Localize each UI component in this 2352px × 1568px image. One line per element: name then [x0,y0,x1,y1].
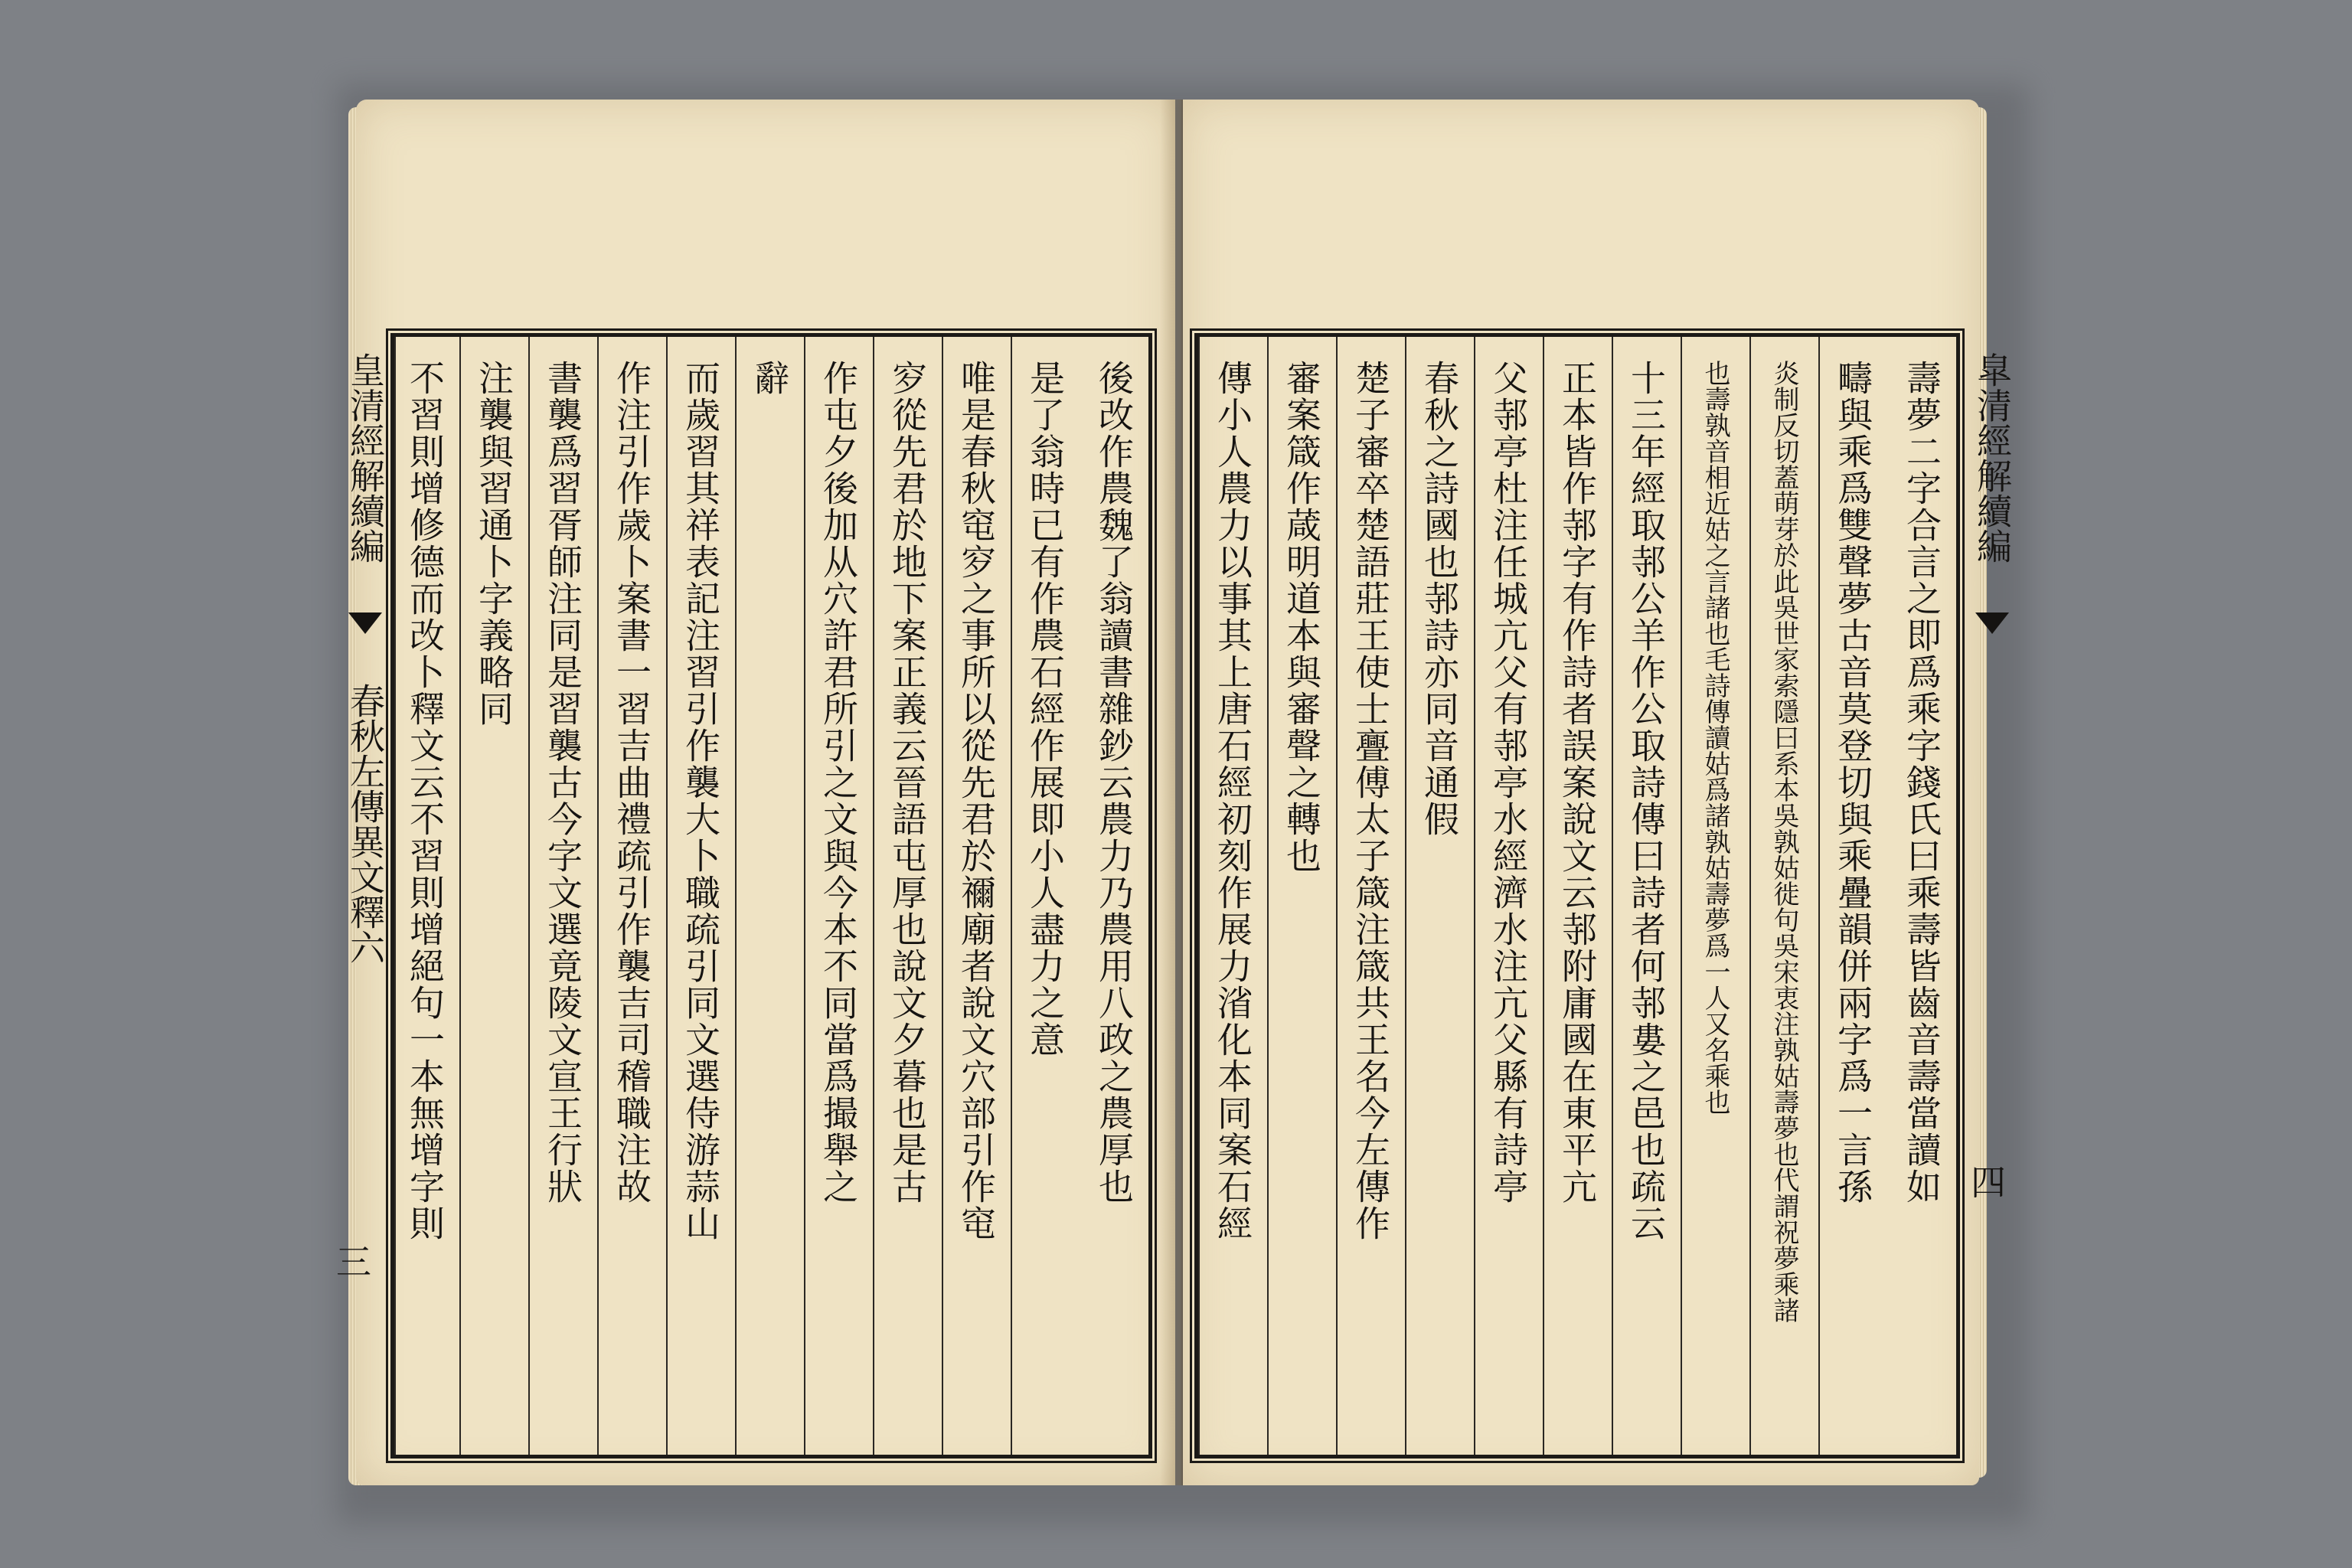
text-column: 作屯夕後加从穴許君所引之文與今本不同當爲撮舉之 [804,337,873,1455]
right-spine-margin [1956,337,2017,1455]
left-page [331,100,1175,1485]
right-print-block [1194,333,2013,1459]
text-column: 正本皆作邿字有作詩者誤案說文云邿附庸國在東平亢 [1543,337,1612,1455]
text-column: 父邿亭杜注任城亢父有邿亭水經濟水注亢父縣有詩亭 [1474,337,1543,1455]
text-column: 壽夢二字合言之即爲乘字錢氏曰乘壽皆齒音壽當讀如 [1901,360,1942,1205]
text-column: 穸從先君於地下案正義云晉語屯厚也說文夕暮也是古 [873,337,942,1455]
right-page-number: 四 [1965,1164,2007,1199]
text-column: 炎制反切蓋萌芽於此吳世家索隱曰系本吳孰姑徙句吳宋衷注孰姑壽夢也代謂祝夢乘諸 [1749,337,1818,1455]
fish-tail-mark-icon [1975,612,2009,634]
text-column: 而歲習其祥表記注習引作襲大卜職疏引同文選侍游蒜山 [666,337,735,1455]
text-column: 十三年經取邿公羊作公取詩傳曰詩者何邿婁之邑也疏云 [1612,337,1681,1455]
text-column: 不習則增修德而改卜釋文云不習則增絕句一本無增字則 [394,337,459,1455]
text-column: 辭 [735,337,804,1455]
text-column: 春秋之詩國也邿詩亦同音通假 [1405,337,1474,1455]
text-column: 審案箴作葴明道本與審聲之轉也 [1267,337,1336,1455]
text-column: 也壽孰音相近姑之言諸也毛詩傳讀姑爲諸孰姑壽夢爲一人又名乘也 [1681,337,1749,1455]
left-spine-section: 春秋左傳異文釋六 [345,683,386,965]
text-column: 書襲爲習胥師注同是習襲古今字文選竟陵文宣王行狀 [528,337,597,1455]
left-print-block [331,333,1152,1459]
left-spine-margin [322,337,390,1455]
text-column: 注襲與習通卜字義略同 [459,337,528,1455]
text-column: 傳小人農力以事其上唐石經初刻作展力渻化本同案石經 [1198,337,1267,1455]
left-page-number: 三 [331,1243,372,1279]
left-spine-title: 皇清經解續編 [345,352,386,564]
text-column: 唯是春秋窀穸之事所以從先君於禰廟者說文穴部引作窀 [942,337,1011,1455]
text-column: 楚子審卒楚語莊王使士亹傅太子箴注箴共王名今左傳作 [1336,337,1405,1455]
right-spine-title: 皐清經解續編 [1971,352,2013,564]
text-column: 後改作農魏了翁讀書雜鈔云農力乃農用八政之農厚也 [1093,360,1135,1205]
text-column: 疇與乘爲雙聲夢古音莫登切與乘疊韻併兩字爲一言孫 [1818,337,1887,1455]
fish-tail-mark-icon [348,612,382,634]
text-column: 作注引作歲卜案書一習吉曲禮疏引作襲吉司稽職注故 [597,337,666,1455]
right-page [1183,100,2013,1485]
text-column: 是了翁時已有作農石經作展即小人盡力之意 [1011,337,1080,1455]
